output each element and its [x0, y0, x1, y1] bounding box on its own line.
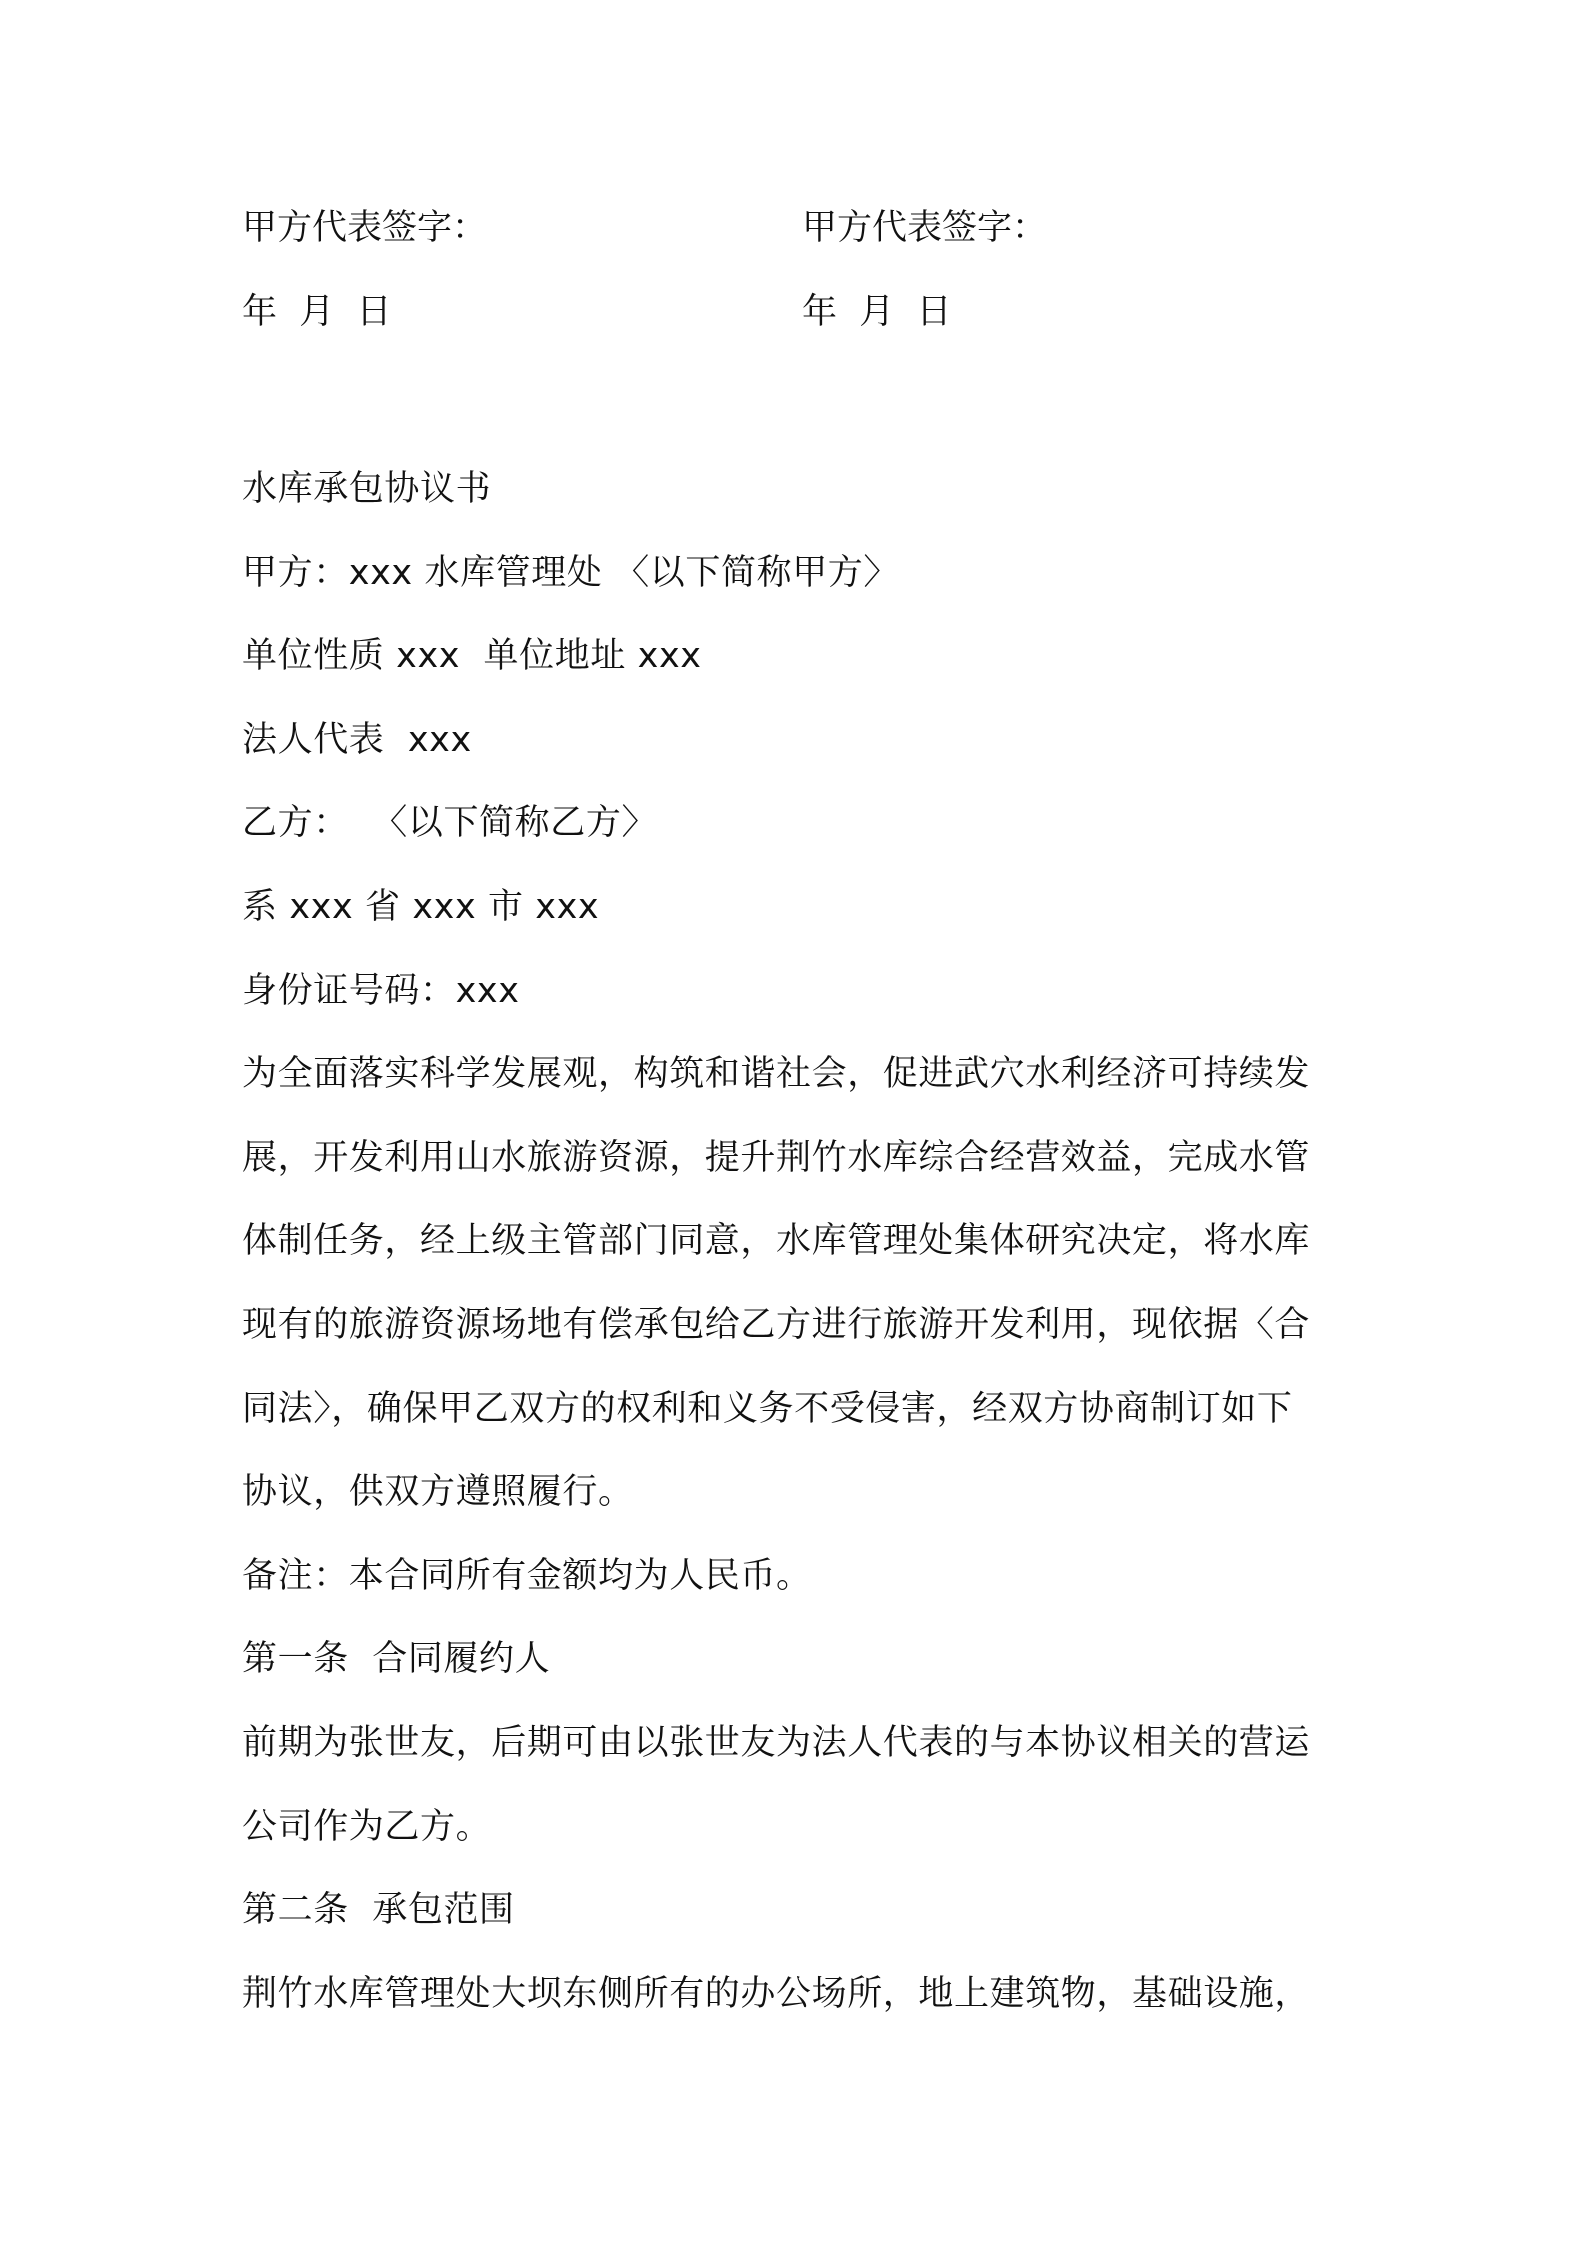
unit-info-line: 单位性质 xxx 单位地址 xxx — [242, 636, 702, 677]
contract-body — [242, 448, 1362, 2036]
article-1-paragraph — [242, 1702, 1362, 1869]
party-a-signature-label: 甲方代表签字： — [242, 208, 488, 248]
party-a-signature-label-2: 甲方代表签字： — [802, 208, 1048, 248]
party-a-line: 甲方：xxx 水库管理处 〈以下简称甲方〉 — [242, 552, 899, 593]
preamble-line: 体制任务，经上级主管部门同意，水库管理处集体研究决定，将水库 — [242, 1221, 1311, 1262]
preamble-line: 为全面落实科学发展观，构筑和谐社会，促进武穴水利经济可持续发 — [242, 1054, 1311, 1095]
article-2-line: 荆竹水库管理处大坝东侧所有的办公场所，地上建筑物，基础设施， — [242, 1973, 1311, 2014]
preamble-line: 同法〉，确保甲乙双方的权利和义务不受侵害，经双方协商制订如下 — [242, 1388, 1293, 1429]
preamble-paragraph — [242, 1033, 1362, 1535]
article-1-heading: 第一条 合同履约人 — [242, 1639, 551, 1680]
article-1-line: 公司作为乙方。 — [242, 1806, 492, 1847]
article-2-heading: 第二条 承包范围 — [242, 1890, 515, 1931]
document-title: 水库承包协议书 — [242, 469, 492, 509]
date-row — [242, 282, 1392, 342]
party-b-line: 乙方： 〈以下简称乙方〉 — [242, 803, 658, 844]
preamble-line: 现有的旅游资源场地有偿承包给乙方进行旅游开发利用，现依据〈合 — [242, 1304, 1311, 1345]
id-number-line: 身份证号码：xxx — [242, 970, 520, 1011]
address-line: 系 xxx 省 xxx 市 xxx — [242, 886, 600, 927]
preamble-line: 展，开发利用山水旅游资源，提升荆竹水库综合经营效益，完成水管 — [242, 1137, 1311, 1178]
legal-representative-line: 法人代表 xxx — [242, 719, 472, 760]
date-label-left: 年 月 日 — [242, 292, 392, 332]
preamble-line: 协议，供双方遵照履行。 — [242, 1472, 634, 1513]
currency-note: 备注：本合同所有金额均为人民币。 — [242, 1555, 812, 1596]
signature-row — [242, 198, 1392, 258]
article-2-paragraph — [242, 1953, 1362, 2037]
article-1-line: 前期为张世友，后期可由以张世友为法人代表的与本协议相关的营运 — [242, 1722, 1311, 1763]
date-label-right: 年 月 日 — [802, 292, 952, 332]
